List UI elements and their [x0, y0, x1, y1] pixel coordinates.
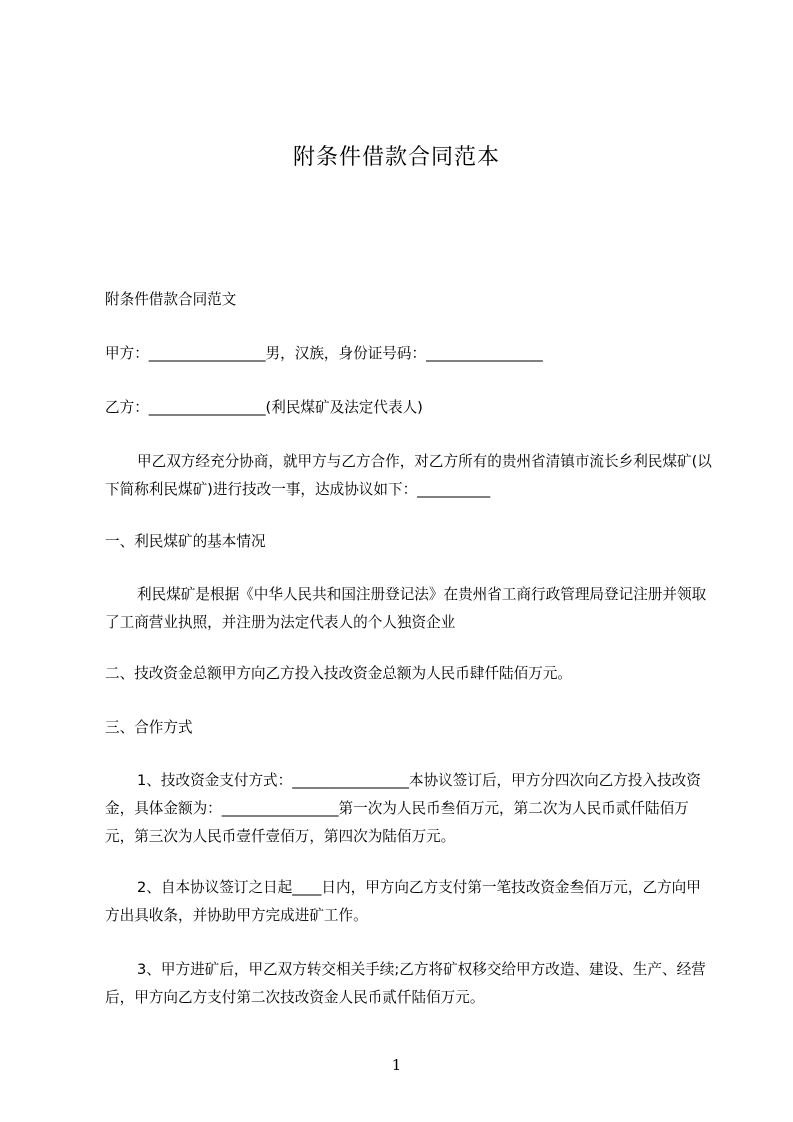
- paragraph-party-a: 甲方：________________男，汉族，身份证号码：________________: [105, 345, 543, 362]
- section-heading-2: 二、技改资金总额甲方向乙方投入技改资金总额为人民币肆仟陆佰万元。: [105, 665, 573, 682]
- paragraph-clause-1: 1、技改资金支付方式：________________本协议签订后，甲方分四次向乙方投入技改资金，具体金额为：________________第一次为人民币叁佰万元，第二次为人民币贰仟陆佰万元，第三次为人民币壹仟壹佰万，第四次为陆佰万元。: [105, 772, 701, 845]
- section-heading-1: 一、利民煤矿的基本情况: [105, 533, 266, 550]
- paragraph-intro: 甲乙双方经充分协商，就甲方与乙方合作，对乙方所有的贵州省清镇市流长乡利民煤矿(以下简称利民煤矿)进行技改一事，达成协议如下：__________: [105, 453, 712, 498]
- paragraph-subtitle: 附条件借款合同范文: [105, 291, 237, 308]
- paragraph-party-b: 乙方：________________(利民煤矿及法定代表人): [105, 399, 423, 416]
- paragraph-clause-2: 2、自本协议签订之日起____日内，甲方向乙方支付第一笔技改资金叁佰万元，乙方向甲方出具收条，并协助甲方完成进矿工作。: [105, 879, 701, 924]
- paragraph-clause-3: 3、甲方进矿后，甲乙双方转交相关手续;乙方将矿权移交给甲方改造、建设、生产、经营后，甲方向乙方支付第二次技改资金人民币贰仟陆佰万元。: [105, 961, 706, 1006]
- section-heading-3: 三、合作方式: [105, 719, 193, 736]
- page-number: 1: [391, 1056, 402, 1074]
- paragraph-section-1: 利民煤矿是根据《中华人民共和国注册登记法》在贵州省工商行政管理局登记注册并领取了工商营业执照，并注册为法定代表人的个人独资企业: [105, 586, 707, 631]
- document-title: 附条件借款合同范本: [292, 145, 500, 170]
